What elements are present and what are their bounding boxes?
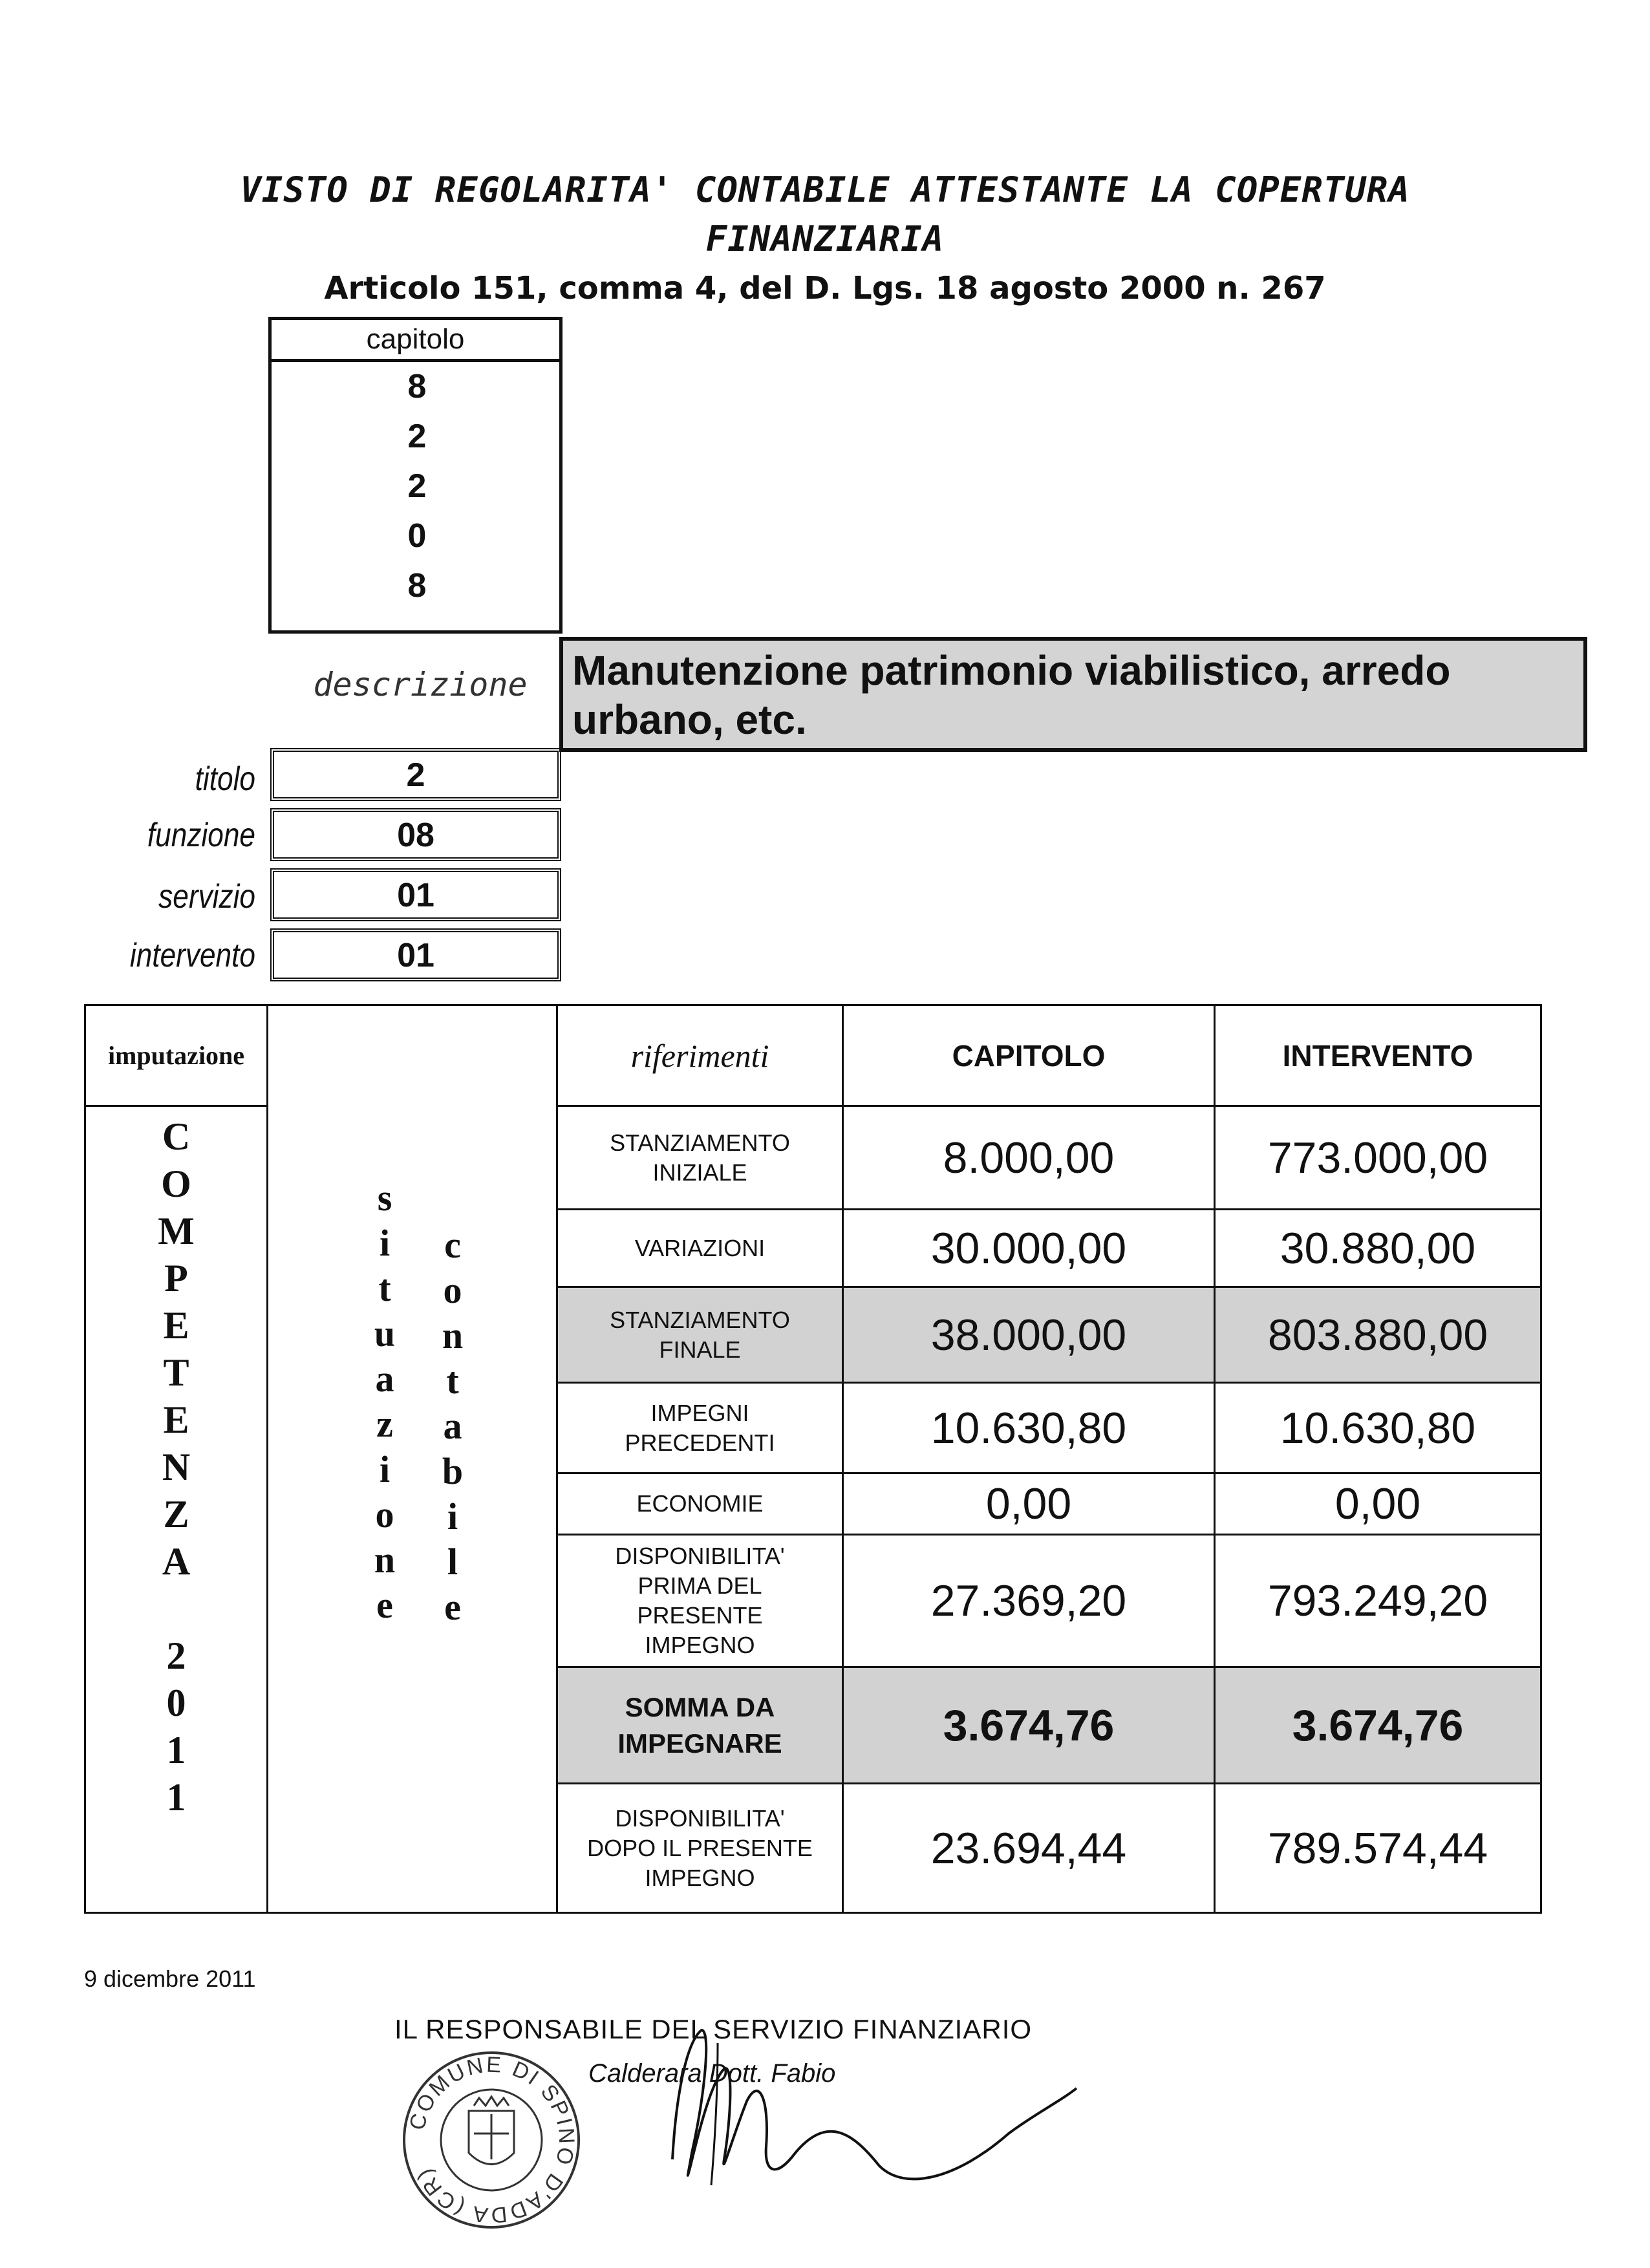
vertical-letter: b: [442, 1450, 464, 1492]
row-label-line: SOMMA DA: [625, 1691, 775, 1722]
capitolo-value: 0,00: [843, 1473, 1215, 1535]
vertical-letter: o: [375, 1493, 394, 1535]
vertical-letter: P: [164, 1257, 188, 1300]
capitolo-value: 38.000,00: [843, 1287, 1215, 1383]
intervento-value: 773.000,00: [1215, 1106, 1541, 1210]
row-label: [557, 1784, 843, 1913]
vertical-letter: a: [443, 1405, 462, 1447]
row-label-line: STANZIAMENTO: [610, 1129, 790, 1156]
row-label: [557, 1535, 843, 1667]
situazione-contabile-cell: [268, 1005, 557, 1913]
riferimenti-header: riferimenti: [557, 1005, 843, 1106]
vertical-letter: l: [447, 1541, 458, 1583]
capitolo-digit: 0: [407, 517, 427, 555]
capitolo-digit: 2: [407, 418, 427, 455]
document-title-line2: FINANZIARIA: [705, 219, 945, 259]
row-label-line: DISPONIBILITA': [615, 1804, 785, 1832]
row-label-line: IMPEGNO: [645, 1864, 755, 1891]
row-label-line: DOPO IL PRESENTE: [587, 1834, 813, 1861]
vertical-letter: e: [444, 1586, 461, 1628]
contabile-table: [84, 1004, 1542, 1914]
intervento-value: 803.880,00: [1215, 1287, 1541, 1383]
capitolo-value: 30.000,00: [843, 1210, 1215, 1287]
vertical-letter: T: [163, 1351, 189, 1394]
descrizione-text-line1: Manutenzione patrimonio viabilistico, arredo: [572, 647, 1451, 694]
row-label-line: PRECEDENTI: [625, 1429, 775, 1456]
row-label: [557, 1106, 843, 1210]
contabile-vertical-text: [433, 1223, 472, 1630]
vertical-letter: 1: [166, 1729, 186, 1771]
vertical-letter: M: [158, 1210, 195, 1252]
vertical-letter: a: [375, 1358, 394, 1400]
row-label-line: DISPONIBILITA': [615, 1543, 785, 1569]
situazione-vertical-text: [365, 1175, 404, 1628]
vertical-letter: O: [161, 1162, 191, 1205]
row-label: [557, 1287, 843, 1383]
vertical-letter: c: [444, 1224, 461, 1266]
row-label-line: PRIMA DEL: [638, 1572, 762, 1599]
titolo-label: titolo: [195, 760, 255, 798]
row-label: [557, 1210, 843, 1287]
vertical-letter: n: [374, 1539, 396, 1581]
intervento-value: 0,00: [1215, 1473, 1541, 1535]
intervento-value: 3.674,76: [1215, 1667, 1541, 1784]
servizio-label: servizio: [158, 878, 255, 915]
competenza-cell: [85, 1106, 268, 1913]
vertical-letter: i: [447, 1495, 458, 1537]
vertical-letter: s: [377, 1177, 392, 1219]
table-header-row: [85, 1005, 1541, 1106]
row-label: [557, 1473, 843, 1535]
vertical-letter: i: [379, 1222, 391, 1264]
vertical-letter: Z: [163, 1493, 189, 1535]
capitolo-number: [272, 362, 562, 611]
vertical-letter: E: [163, 1398, 189, 1441]
descrizione-text-line2: urbano, etc.: [572, 696, 807, 743]
document-date: 9 dicembre 2011: [84, 1965, 256, 1992]
row-label: [557, 1383, 843, 1473]
intervento-value: 30.880,00: [1215, 1210, 1541, 1287]
row-label-line: VARIAZIONI: [634, 1234, 766, 1261]
vertical-letter: [86, 1585, 266, 1632]
vertical-letter: e: [376, 1584, 393, 1626]
row-label-line: IMPEGNARE: [617, 1728, 782, 1759]
responsabile-title: IL RESPONSABILE DEL SERVIZIO FINANZIARIO: [394, 2014, 1033, 2044]
row-label-line: STANZIAMENTO: [610, 1306, 790, 1333]
document-subtitle: Articolo 151, comma 4, del D. Lgs. 18 agosto 2000 n. 267: [324, 270, 1326, 306]
capitolo-header-box: [268, 317, 562, 363]
vertical-letter: N: [162, 1446, 191, 1488]
vertical-letter: n: [442, 1314, 464, 1356]
row-label-line: IMPEGNO: [645, 1632, 755, 1658]
intervento-label: intervento: [129, 937, 255, 974]
vertical-letter: i: [379, 1448, 391, 1490]
descrizione-box: [559, 637, 1587, 752]
titolo-value: 2: [270, 748, 561, 801]
vertical-letter: u: [374, 1312, 396, 1354]
capitolo-value: 3.674,76: [843, 1667, 1215, 1784]
row-label-line: PRESENTE: [637, 1602, 763, 1629]
capitolo-value: 8.000,00: [843, 1106, 1215, 1210]
stamp-text: COMUNE DI SPINO D'ADDA (CR): [404, 2052, 579, 2228]
coat-of-arms-icon: [469, 2097, 514, 2165]
capitolo-digit: 2: [407, 467, 427, 505]
imputazione-header: imputazione: [85, 1005, 268, 1106]
capitolo-value: 10.630,80: [843, 1383, 1215, 1473]
vertical-letter: t: [378, 1267, 391, 1309]
servizio-value: 01: [270, 868, 561, 921]
row-label-line: IMPEGNI: [650, 1399, 749, 1426]
row-label-line: INIZIALE: [652, 1159, 747, 1186]
handwritten-signature: [621, 2004, 1086, 2198]
intervento-value: 10.630,80: [1215, 1383, 1541, 1473]
vertical-letter: 1: [166, 1776, 186, 1819]
vertical-letter: C: [162, 1115, 191, 1158]
capitolo-digit: 8: [407, 567, 427, 604]
responsabile-name: Calderara Dott. Fabio: [588, 2059, 836, 2088]
vertical-letter: o: [443, 1269, 462, 1311]
intervento-value: 01: [270, 928, 561, 981]
intervento-column-header: INTERVENTO: [1215, 1005, 1541, 1106]
capitolo-digit: 8: [407, 368, 427, 405]
funzione-value: 08: [270, 808, 561, 861]
capitolo-column-header: CAPITOLO: [843, 1005, 1215, 1106]
vertical-letter: t: [446, 1360, 459, 1402]
vertical-letter: E: [163, 1304, 189, 1347]
intervento-value: 793.249,20: [1215, 1535, 1541, 1667]
document-title-line1: VISTO DI REGOLARITA' CONTABILE ATTESTANTE LA COPERTURA: [240, 169, 1410, 210]
vertical-letter: A: [162, 1540, 191, 1583]
descrizione-label: descrizione: [313, 666, 528, 703]
municipal-stamp: [398, 2046, 585, 2234]
capitolo-value: 23.694,44: [843, 1784, 1215, 1913]
row-label-line: ECONOMIE: [636, 1490, 764, 1517]
vertical-letter: 0: [166, 1682, 186, 1724]
funzione-label: funzione: [147, 817, 255, 854]
competenza-vertical-text: [86, 1107, 266, 1821]
vertical-letter: z: [376, 1403, 393, 1445]
capitolo-label: capitolo: [366, 323, 465, 355]
row-label: [557, 1667, 843, 1784]
row-label-line: FINALE: [659, 1336, 741, 1363]
capitolo-value: 27.369,20: [843, 1535, 1215, 1667]
intervento-value: 789.574,44: [1215, 1784, 1541, 1913]
vertical-letter: 2: [166, 1634, 186, 1677]
